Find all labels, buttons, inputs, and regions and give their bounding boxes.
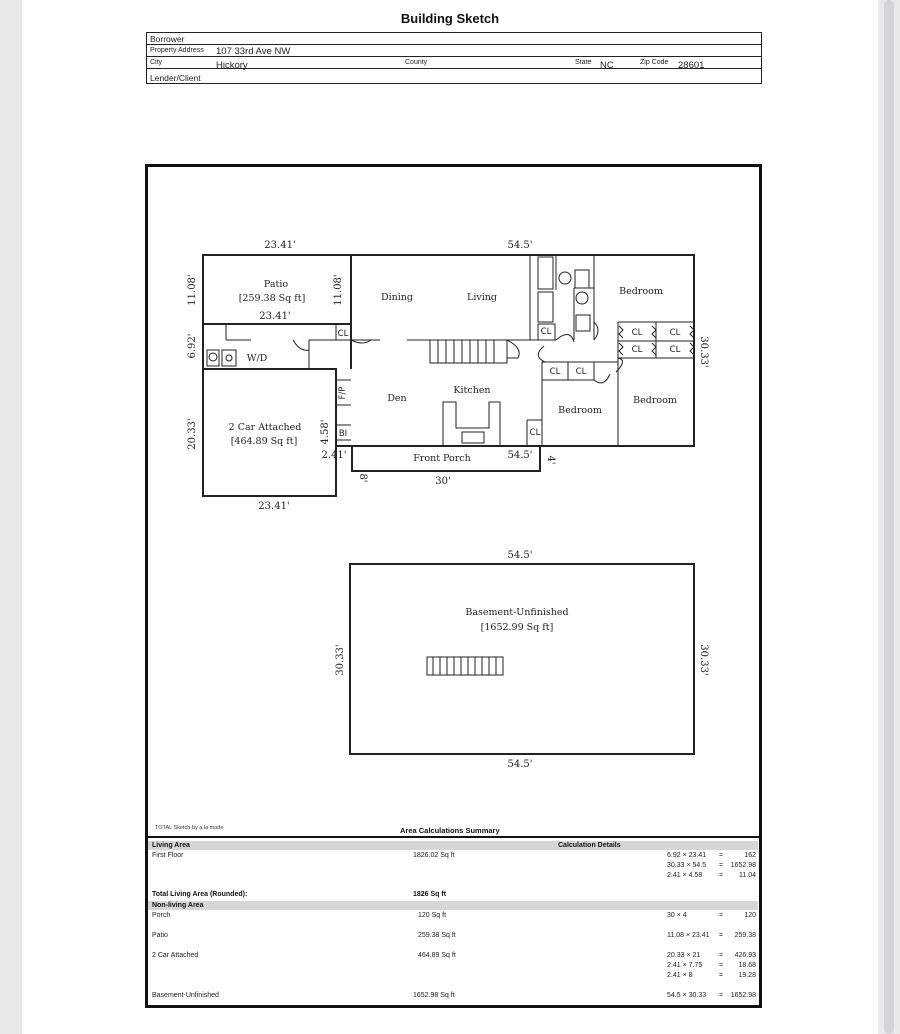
city-value: Hickory xyxy=(216,60,248,71)
patio-area-label: [259.38 Sq ft] xyxy=(238,293,306,304)
calc-result: 19.28 xyxy=(738,972,756,979)
basement-area-label: [1652.99 Sq ft] xyxy=(480,622,554,633)
calc-result: 120 xyxy=(744,912,756,919)
first-floor-label: First Floor xyxy=(152,852,184,859)
dim-right-side: 30.33' xyxy=(698,336,709,368)
dim-top-left: 23.41' xyxy=(264,240,296,251)
basement-label: Basement-Unfinished xyxy=(465,607,569,618)
porch-label: Porch xyxy=(152,912,171,919)
garage-label: 2 Car Attached xyxy=(228,422,302,433)
closet-label: CL xyxy=(631,328,643,338)
dining-label: Dining xyxy=(380,292,414,303)
zip-label: Zip Code xyxy=(640,59,669,66)
dim-basement-top: 54.5' xyxy=(507,550,533,561)
bedroom-label-2: Bedroom xyxy=(558,405,602,416)
closet-label: CL xyxy=(631,345,643,355)
non-living-header: Non-living Area xyxy=(152,902,204,909)
calc-expr: 20.33 × 21 xyxy=(667,952,701,959)
calc-expr: 11.08 × 23.41 xyxy=(667,932,710,939)
calc-eq: = xyxy=(719,932,724,939)
calc-eq: = xyxy=(719,862,724,869)
calc-expr: 6.92 × 23.41 xyxy=(667,852,707,859)
dim-porch-small: 8' xyxy=(357,473,368,483)
dim-top-right: 54.5' xyxy=(507,240,533,251)
garage-area-label: [464.89 Sq ft] xyxy=(230,436,298,447)
non-living-band xyxy=(148,901,758,910)
state-label: State xyxy=(575,59,592,66)
porch-area: 120 Sq ft xyxy=(418,912,447,919)
dim-fp-side: 4.58' xyxy=(320,419,331,445)
patio-area: 259.38 Sq ft xyxy=(418,932,456,939)
closet-label: CL xyxy=(669,328,681,338)
calc-eq: = xyxy=(719,872,724,879)
calc-result: 162 xyxy=(744,852,756,859)
fp-label: F/P xyxy=(338,386,348,400)
basement-area: 1652.98 Sq ft xyxy=(413,992,455,999)
calc-result: 1652.98 xyxy=(730,992,756,999)
dim-garage-left: 20.33' xyxy=(187,418,198,450)
dim-porch-right: 54.5' xyxy=(507,450,533,461)
dim-garage-bottom: 23.41' xyxy=(258,501,290,512)
closet-label: CL xyxy=(669,345,681,355)
basement-label: Basement-Unfinished xyxy=(152,992,219,999)
basement-stairs xyxy=(427,657,503,675)
total-living-value: 1826 Sq ft xyxy=(413,891,447,898)
calc-eq: = xyxy=(719,952,724,959)
patio-label: Patio xyxy=(263,279,289,290)
calc-expr: 2.41 × 8 xyxy=(667,972,693,979)
closet-label: CL xyxy=(540,327,552,337)
calc-eq: = xyxy=(719,992,724,999)
first-floor-area: 1826.02 Sq ft xyxy=(413,852,455,859)
calc-result: 11.04 xyxy=(739,872,756,879)
dim-basement-bottom: 54.5' xyxy=(507,759,533,770)
den-label: Den xyxy=(387,393,407,404)
basement-outline xyxy=(350,564,694,754)
first-floor-stairs xyxy=(430,340,519,363)
calc-expr: 2.41 × 4.58 xyxy=(667,872,703,879)
total-living-label: Total Living Area (Rounded): xyxy=(152,891,248,898)
kitchen-label: Kitchen xyxy=(453,385,491,396)
calc-eq: = xyxy=(719,852,724,859)
patio-label: Patio xyxy=(152,932,168,939)
main-house-outline xyxy=(351,255,694,446)
calc-result: 426.93 xyxy=(734,952,756,959)
calc-result: 18.68 xyxy=(738,962,756,969)
closet-label: CL xyxy=(337,329,349,339)
calc-details-header: Calculation Details xyxy=(558,842,621,849)
calc-result: 1652.98 xyxy=(730,862,756,869)
living-area-band xyxy=(148,841,758,850)
living-area-header: Living Area xyxy=(152,842,190,849)
dim-basement-right: 30.33' xyxy=(698,644,709,676)
wd-label: W/D xyxy=(246,353,268,364)
calc-expr: 2.41 × 7.75 xyxy=(667,962,703,969)
calc-expr: 30 × 4 xyxy=(667,912,687,919)
calc-expr: 30.33 × 54.5 xyxy=(667,862,707,869)
calc-eq: = xyxy=(719,972,724,979)
calc-eq: = xyxy=(719,912,724,919)
calc-expr: 54.5 × 30.33 xyxy=(667,992,707,999)
dim-wd-left: 6.92' xyxy=(187,333,198,359)
page-title: Building Sketch xyxy=(400,11,500,26)
dim-patio-left: 11.08' xyxy=(187,274,198,306)
garage-area: 464.89 Sq ft xyxy=(418,952,456,959)
property-address-label: Property Address xyxy=(150,47,204,54)
bi-label: BI xyxy=(338,429,348,439)
calc-result: 259.38 xyxy=(734,932,756,939)
borrower-label: Borrower xyxy=(150,34,185,44)
bedroom-label-3: Bedroom xyxy=(633,395,677,406)
dim-patio-right: 11.08' xyxy=(333,274,344,306)
closet-label: CL xyxy=(549,367,561,377)
closet-label: CL xyxy=(575,367,587,377)
dim-porch-width: 30' xyxy=(435,476,451,487)
living-label: Living xyxy=(467,292,497,303)
property-address-value: 107 33rd Ave NW xyxy=(216,46,291,57)
state-value: NC xyxy=(600,60,614,71)
bedroom-label-1: Bedroom xyxy=(619,286,663,297)
dim-porch-depth: 4' xyxy=(545,455,556,465)
city-label: City xyxy=(150,59,163,66)
closet-label: CL xyxy=(529,428,541,438)
county-label: County xyxy=(405,59,428,66)
dim-bi-side: 2.41' xyxy=(321,450,347,461)
dim-patio-bottom: 23.41' xyxy=(259,311,291,322)
calc-eq: = xyxy=(719,962,724,969)
front-porch-label: Front Porch xyxy=(413,453,471,464)
area-summary-title: Area Calculations Summary xyxy=(400,826,500,835)
area-calculations-table xyxy=(146,836,760,1006)
dim-basement-left: 30.33' xyxy=(335,644,346,676)
lender-label: Lender/Client xyxy=(150,73,201,83)
garage-label: 2 Car Attached xyxy=(152,952,199,959)
zip-value: 28601 xyxy=(678,60,705,71)
sketch-software-credit: TOTAL Sketch by a la mode xyxy=(155,825,224,831)
